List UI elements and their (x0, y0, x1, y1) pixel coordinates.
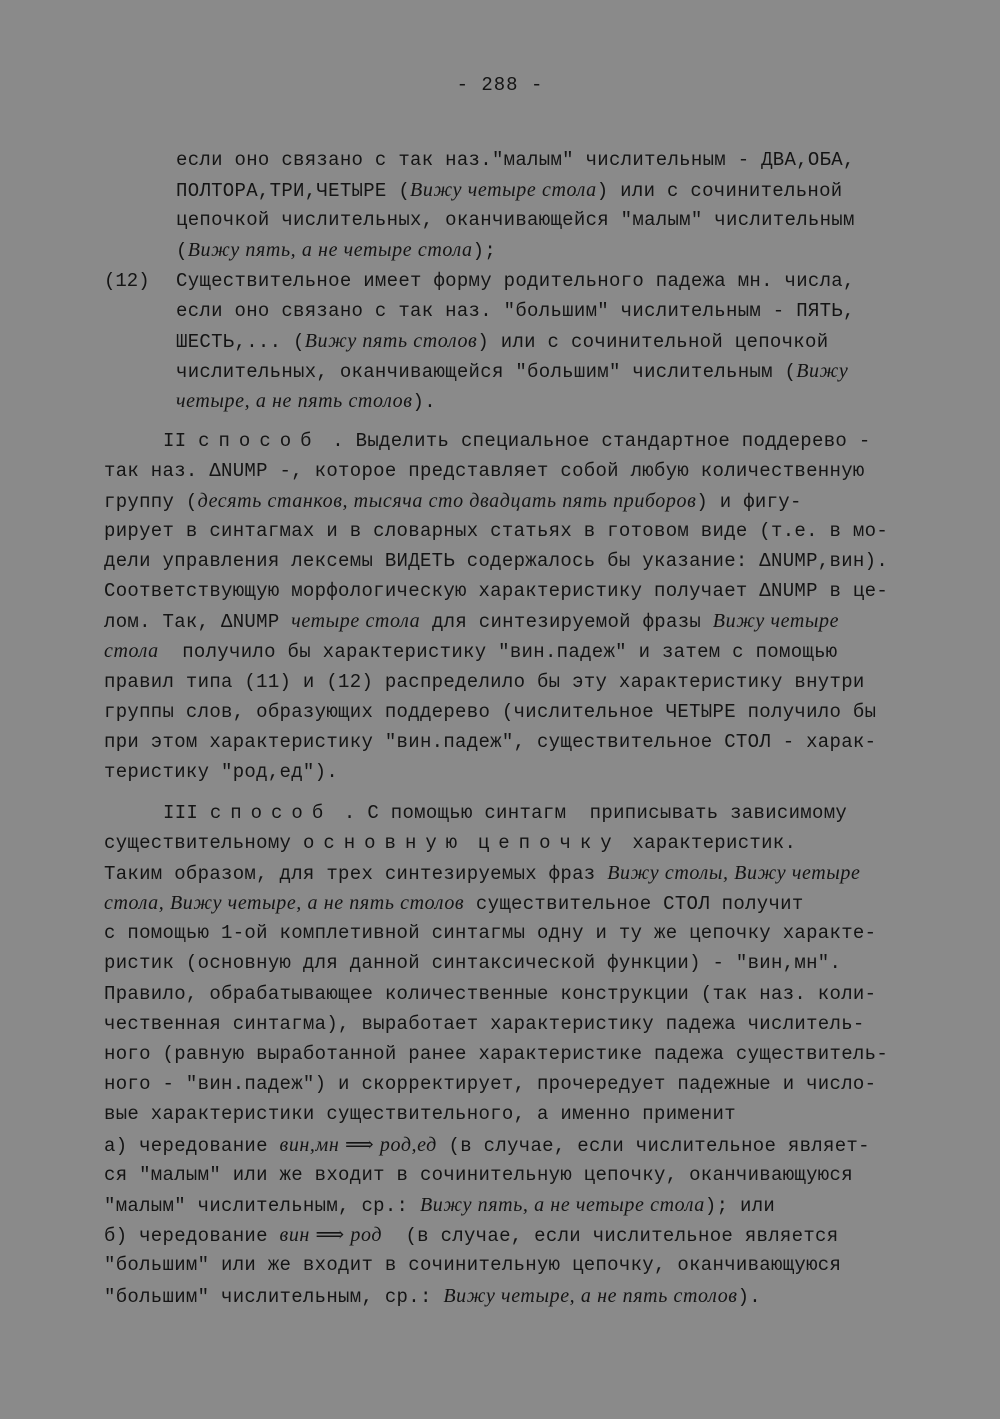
text-line (104, 979, 876, 1009)
text-run: ). (737, 1286, 761, 1308)
text-line (104, 1160, 853, 1190)
italic-example: Вижу пять, а не четыре стола (419, 1194, 705, 1216)
text-run: лом. Так, ΔNUMP (104, 611, 292, 633)
italic-example: Вижу четыре стола (410, 179, 597, 201)
text-run: получило бы характеристику "вин.падеж" и затем с помощью (158, 641, 838, 663)
text-run: Соответствующую морфологическую характеристику получает ΔNUMP в це- (104, 580, 889, 602)
text-run: теристику "род,ед"). (104, 761, 339, 783)
item-label-12: (12) (104, 270, 150, 292)
text-run: при этом характеристику "вин.падеж", существительное СТОЛ - харак- (104, 731, 877, 753)
text-run: если оно связано с так наз."малым" числительным - ДВА,ОБА, (176, 149, 855, 171)
text-run: ); (472, 240, 497, 262)
spaced-emphasis: способ (198, 430, 321, 452)
text-line (104, 858, 861, 889)
text-line (104, 546, 888, 576)
text-run: если оно связано с так наз. "большим" числительным - ПЯТЬ, (176, 300, 855, 322)
text-run: существительному (104, 832, 303, 854)
italic-example: Вижу пять, а не четыре стола (187, 239, 473, 261)
text-line (163, 426, 871, 456)
italic-example: Вижу (796, 360, 849, 382)
text-line (104, 1250, 841, 1280)
text-run: Существительное имеет форму родительного падежа мн. числа, (176, 270, 855, 292)
text-run (466, 832, 478, 854)
spaced-emphasis: основную (302, 832, 467, 854)
text-run: Правило, обрабатывающее количественные конструкции (так наз. коли- (104, 983, 877, 1005)
page-number: - 288 - (456, 74, 544, 96)
text-line (104, 1190, 775, 1221)
text-line (104, 918, 876, 948)
text-run: существительное СТОЛ получит (464, 893, 804, 915)
text-line (104, 1099, 736, 1129)
text-line (104, 948, 841, 978)
text-run: ристик (основную для данной синтаксической функции) - "вин,мн". (104, 952, 842, 974)
text-line (176, 356, 848, 387)
text-run: вые характеристики существительного, а именно применит (104, 1103, 736, 1125)
text-run: Таким образом, для трех синтезируемых фраз (104, 863, 608, 885)
text-run: ного (равную выработанной ранее характеристике падежа существитель- (104, 1043, 889, 1065)
text-run: . С помощью синтагм приписывать зависимому (332, 802, 848, 824)
text-line (104, 697, 876, 727)
text-run: для синтезируемой фразы (420, 611, 713, 633)
text-line (104, 727, 876, 757)
italic-example: вин,мн ⟹ род,ед (279, 1134, 437, 1156)
text-line (176, 326, 828, 357)
text-run: ШЕСТЬ,... ( (176, 331, 305, 353)
text-line (176, 145, 855, 175)
text-run: II (163, 430, 199, 452)
text-run: характеристик. (620, 832, 797, 854)
italic-example: четыре стола (291, 610, 421, 632)
text-line (104, 667, 865, 697)
text-line (104, 1069, 876, 1099)
text-run: ного - "вин.падеж") и скорректирует, прочередует падежные и числo- (104, 1073, 877, 1095)
text-run: а) чередование (104, 1135, 280, 1157)
text-line (104, 757, 338, 787)
text-line (104, 486, 802, 517)
text-line (104, 1130, 870, 1161)
text-run: III (163, 802, 210, 824)
text-line (104, 1220, 838, 1251)
text-run: . Выделить специальное стандартное поддерево - (320, 430, 871, 452)
text-run: б) чередование (104, 1225, 280, 1247)
text-line (104, 606, 839, 637)
text-run: ся "малым" или же входит в сочинительную цепочку, оканчивающуюся (104, 1164, 853, 1186)
text-run: рирует в синтагмах и в словарных статьях в готовом виде (т.е. в мо- (104, 520, 889, 542)
italic-example: стола, Вижу четыре, а не пять столов (104, 892, 465, 914)
italic-example: четыре, а не пять столов (176, 390, 413, 412)
text-line (104, 888, 804, 919)
text-line (104, 516, 888, 546)
text-line (176, 266, 855, 296)
text-run: правил типа (11) и (12) распределило бы эту характеристику внутри (104, 671, 865, 693)
text-run: ); или (704, 1195, 776, 1217)
text-line (104, 636, 838, 667)
text-run: группы слов, образующих поддерево (числительное ЧЕТЫРЕ получило бы (104, 701, 877, 723)
text-run: ПОЛТОРА,ТРИ,ЧЕТЫРЕ ( (176, 180, 411, 202)
text-line (104, 1281, 761, 1312)
text-run: чественная синтагма), выработает характеристику падежа числитель- (104, 1013, 865, 1035)
spaced-emphasis: способ (209, 802, 333, 824)
italic-example: стола (104, 640, 159, 662)
text-line (176, 175, 843, 206)
text-run: ) или с сочинительной цепочкой (477, 331, 829, 353)
text-line (104, 828, 796, 858)
text-run: ). (412, 391, 436, 413)
text-line (104, 456, 865, 486)
italic-example: Вижу столы, Вижу четыре (607, 862, 861, 884)
text-run: так наз. ΔNUMP -, которое представляет собой любую количественную (104, 460, 865, 482)
spaced-emphasis: цепочку (477, 832, 621, 854)
text-run: дели управления лексемы ВИДЕТЬ содержалось бы указание: ΔNUMP,вин). (104, 550, 889, 572)
italic-example: Вижу четыре (712, 610, 840, 632)
text-run: (в случае, если числительное являет- (436, 1135, 870, 1157)
text-line (104, 1039, 888, 1069)
text-run: "большим" или же входит в сочинительную цепочку, оканчивающуюся (104, 1254, 842, 1276)
text-run: группу ( (104, 491, 198, 513)
italic-example: Вижу пять столов (304, 330, 478, 352)
text-run: цепочкой числительных, оканчивающейся "малым" числительным (176, 209, 855, 231)
italic-example: десять станков, тысяча сто двадцать пять приборов (197, 490, 697, 512)
text-line (176, 296, 855, 326)
text-run: "малым" числительным, ср.: (104, 1195, 420, 1217)
italic-example: Вижу четыре, а не пять столов (443, 1285, 738, 1307)
text-line (176, 386, 436, 417)
text-line (176, 205, 855, 235)
text-run: ) или с сочинительной (596, 180, 843, 202)
italic-example: вин ⟹ род (279, 1224, 383, 1246)
text-line (176, 235, 496, 266)
text-line (163, 798, 847, 828)
text-run: (в случае, если числительное является (382, 1225, 839, 1247)
text-line (104, 1009, 865, 1039)
text-run: ) и фигу- (696, 491, 802, 513)
text-run: числительных, оканчивающейся "большим" числительным ( (176, 361, 797, 383)
text-run: с помощью 1-ой комплетивной синтагмы одну и ту же цепочку характе- (104, 922, 877, 944)
text-run: "большим" числительным, ср.: (104, 1286, 444, 1308)
text-run: ( (176, 240, 188, 262)
text-line (104, 576, 888, 606)
